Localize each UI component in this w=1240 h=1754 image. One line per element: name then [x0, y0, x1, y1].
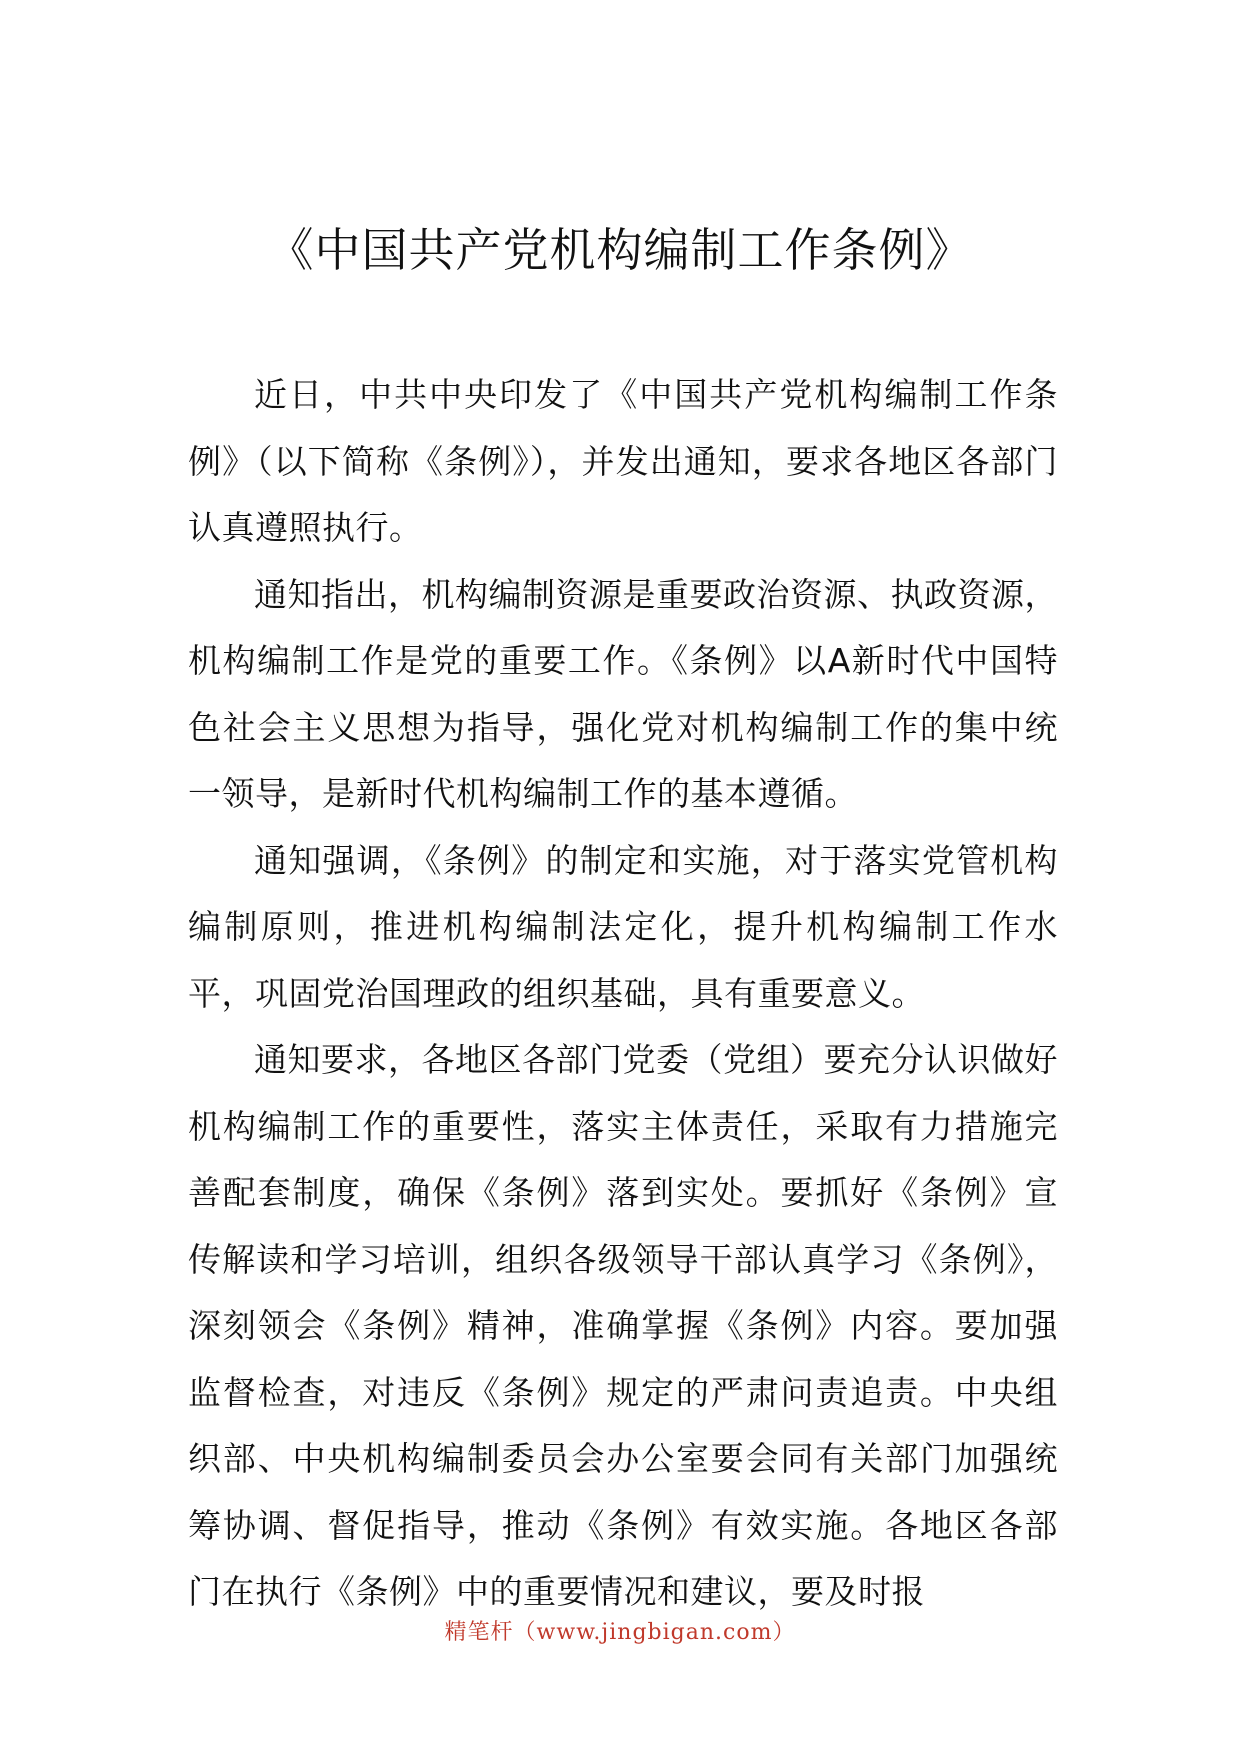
paragraph-4: 通知要求，各地区各部门党委（党组）要充分认识做好机构编制工作的重要性，落实主体责任，采取有力措施完善配套制度，确保《条例》落到实处。要抓好《条例》宣传解读和学习培训，组织各级领导干部认真学习《条例》，深刻领会《条例》精神，准确掌握《条例》内容。要加强监督检查，对违反《条例》规定的严肃问责追责。中央组织部、中央机构编制委员会办公室要会同有关部门加强统筹协调、督促指导，推动《条例》有效实施。各地区各部门在执行《条例》中的重要情况和建议，要及时报 [188, 1040, 1058, 1611]
paragraph-2: 通知指出，机构编制资源是重要政治资源、执政资源，机构编制工作是党的重要工作。《条例》以A新时代中国特色社会主义思想为指导，强化党对机构编制工作的集中统一领导，是新时代机构编制工作的基本遵循。 [188, 574, 1058, 813]
document-title: 《中国共产党机构编制工作条例》 [267, 223, 973, 277]
footer-watermark: 精笔杆（www.jingbigan.com） [444, 1620, 796, 1645]
document-body [188, 362, 1058, 1626]
paragraph-1: 近日，中共中央印发了《中国共产党机构编制工作条例》（以下简称《条例》），并发出通知，要求各地区各部门认真遵照执行。 [188, 375, 1058, 547]
paragraph-3: 通知强调，《条例》的制定和实施，对于落实党管机构编制原则，推进机构编制法定化，提升机构编制工作水平，巩固党治国理政的组织基础，具有重要意义。 [188, 840, 1058, 1013]
